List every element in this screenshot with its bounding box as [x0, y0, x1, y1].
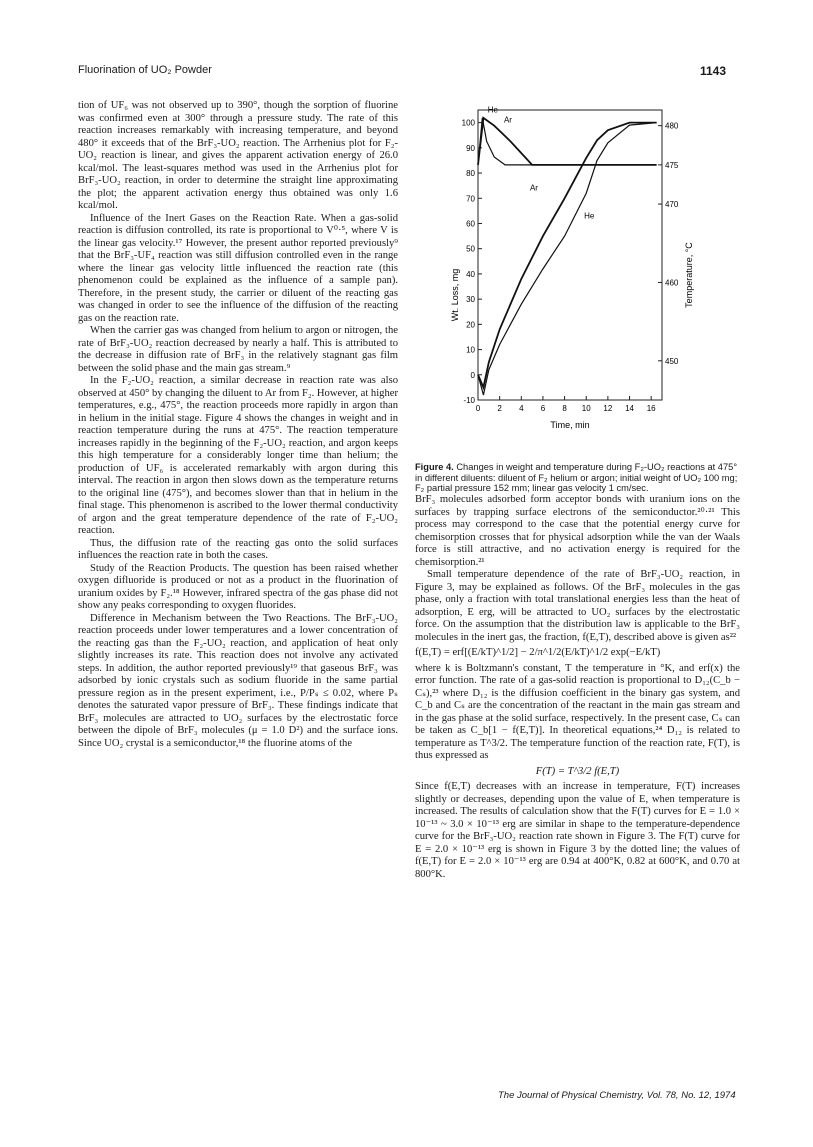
paragraph: Since f(E,T) decreases with an increase in temperature, F(T) increases slightly or decreases, depending upon the value of E, when temperature is increased. The results of calculation show that the F(T) curves for E = 1.0 × 10⁻¹³ ~ 3.0 × 10⁻¹³ erg are similar in shape to the temperature-dependence curve for the BrF₃-UO₂ reaction rate shown in Figure 3. The F(T) curve for E = 2.0 × 10⁻¹³ erg is shown in Figure 3 by the dotted line; the values of f(E,T) for E = 2.0 × 10⁻¹³ erg are 0.94 at 400°K, 0.82 at 600°K, and 0.70 at 800°K. [415, 781, 740, 880]
running-header: Fluorination of UO₂ Powder [78, 64, 212, 76]
equation: F(T) = T^3/2 f(E,T) [535, 765, 620, 777]
x-tick-label: 16 [646, 404, 656, 413]
y-tick-label: 80 [466, 169, 475, 179]
y-tick-label: 90 [466, 143, 475, 153]
y2-tick-label: 470 [665, 200, 679, 210]
x-tick-label: 14 [625, 404, 634, 413]
x-tick-label: 2 [497, 404, 502, 413]
x-tick-label: 8 [562, 404, 567, 413]
figure-caption [415, 462, 740, 494]
paragraph: Small temperature dependence of the rate of BrF₃-UO₂ reaction, in Figure 3, may be explained as follows. Of the BrF₃ molecules in the gas phase, only a fraction with total translational energies less than the heat of adsorption, E erg, will be attracted to UO₂ surfaces by the electrostatic force. On the assumption that the distribution law is applicable to the BrF₃ molecules in the inert gas, the fraction, f(E,T), described above is given as²² [415, 569, 740, 643]
x-tick-label: 4 [519, 404, 524, 413]
y-tick-label: -10 [463, 396, 475, 405]
plot-frame [478, 110, 662, 400]
figure-4-chart [440, 100, 770, 450]
paragraph: where k is Boltzmann's constant, T the temperature in °K, and erf(x) the error function. The rate of a gas-solid reaction is proportional to D₁₂(C_b − Cₛ),²³ where D₁₂ is the diffusion coefficient in the binary gas system, and C_b and Cₛ are the concentration of the reactant in the main gas stream and in the gas phase at the solid surface, respectively. In the present case, Cₛ can be taken as C_b[1 − f(E,T)]. In theoretical equations,²⁴ D₁₂ is related to temperature as T^3/2. The temperature function of the reaction rate, F(T), is thus expressed as [415, 662, 740, 761]
series-annotation: He [584, 211, 595, 221]
equation: f(E,T) = erf[(E/kT)^1/2] − 2/π^1/2(E/kT)^1/2 exp(−E/kT) [415, 647, 661, 658]
caption-label: Figure 4. [415, 462, 454, 472]
y2-axis-label: Temperature, °C [684, 242, 694, 308]
y-tick-label: 60 [466, 219, 475, 229]
x-tick-label: 6 [540, 404, 546, 413]
paragraph: tion of UF₆ was not observed up to 390°, though the sorption of fluorine was confirmed even at 300° through a pressure study. The rate of this reaction increases remarkably with increasing temperature, and beyond 480° it exceeds that of the BrF₃-UO₂ reaction. The Arrhenius plot for F₂-UO₂ reaction is linear, and gives the apparent activation energy of 26.0 kcal/mol. The least-squares method was used in the Arrhenius plot for BrF₃-UO₂ reaction, in order to determine the straight line approximating the plot; the apparent activation energy thus obtained was only 1.6 kcal/mol. [78, 100, 398, 211]
journal-footer: The Journal of Physical Chemistry, Vol. 78, No. 12, 1974 [498, 1090, 736, 1101]
series-annotation: He [487, 105, 498, 115]
x-axis-label: Time, min [550, 420, 590, 430]
y-tick-label: 20 [466, 320, 475, 330]
series-line-ar-weight [478, 123, 657, 388]
y2-tick-label: 460 [665, 278, 679, 288]
y-tick-label: 70 [466, 194, 475, 204]
series-annotation: Ar [503, 115, 512, 125]
series-line-he-weight [478, 123, 657, 395]
y2-tick-label: 475 [665, 160, 679, 170]
page-number: 1143 [700, 64, 727, 78]
y-tick-label: 40 [466, 269, 475, 279]
series-annotation: Ar [529, 183, 538, 193]
paragraph: In the F₂-UO₂ reaction, a similar decrease in reaction rate was also observed at 450° by changing the diluent to Ar from F₂. However, at higher temperatures, e.g., 475°, the reaction proceeds more rapidly in argon than in helium in the initial stage. Figure 4 shows the changes in weight and in reaction temperature during the runs at 475°. The reaction temperature increases rapidly in the beginning of the F₂-UO₂ reaction, and argon keeps this high temperature for a considerably longer time than helium; the production of UF₆ is accelerated remarkably with argon during this interval. The reaction in argon then slows down as the temperature returns to the original line (475°), and becomes slower than that in helium in the final stage. This phenomenon is ascribed to the lower thermal conductivity of argon and the great temperature dependence of the rate of F₂-UO₂ reaction. [78, 375, 398, 536]
x-tick-label: 10 [581, 404, 591, 413]
x-tick-label: 12 [603, 404, 613, 413]
y2-tick-label: 450 [665, 356, 679, 366]
paragraph: Study of the Reaction Products. The question has been raised whether oxygen difluoride is produced or not as a product in the fluorination of uranium oxides by F₂.¹⁸ However, infrared spectra of the gas phase did not show any peaks corresponding to oxygen fluorides. [78, 562, 398, 611]
y-tick-label: 30 [466, 295, 475, 305]
caption-text: Changes in weight and temperature during F₂-UO₂ reactions at 475° in different diluents: diluent of F₂ helium or argon; initial weight of UO₂ 100 mg; F₂ partial pressure 152 mm; linear gas velocity 1 cm/sec. [415, 462, 738, 493]
paragraph: Thus, the diffusion rate of the reacting gas onto the solid surfaces influences the reaction rate in both the cases. [78, 537, 398, 561]
y-tick-label: 100 [461, 118, 475, 128]
y2-tick-label: 480 [665, 121, 679, 131]
y-tick-label: 10 [466, 345, 475, 355]
left-column [78, 100, 398, 750]
y-axis-label: Wt. Loss, mg [450, 268, 460, 322]
paragraph: Influence of the Inert Gases on the Reaction Rate. When a gas-solid reaction is diffusion controlled, its rate is proportional to V⁰·⁵, where V is the linear gas velocity.¹⁷ However, the present author reported previously⁹ that the BrF₃-UF₄ reaction was still diffusion controlled even in the range where the linear gas velocity little influenced the reaction rate (this phenomenon could be explained as the influence of a sample pan). Therefore, in the present study, the carrier or diluent of the reacting gas was changed in order to see the influence of the diffusion of the reacting gas on the reaction rate. [78, 212, 398, 324]
y-tick-label: 50 [466, 244, 475, 254]
paragraph: Difference in Mechanism between the Two Reactions. The BrF₃-UO₂ reaction proceeds under lower temperatures and a lower concentration of the reacting gas than the F₂-UO₂ reaction, and application of heat only slightly increases its rate. This reaction does not involve any activated steps. In addition, the author reported previously¹⁹ that gaseous BrF₃ was adsorbed by ionic crystals such as sodium fluoride in the same partial pressure region as in the present experiment, i.e., P/Pₛ ≤ 0.02, where Pₛ denotes the saturated vapor pressure of BrF₃. These findings indicate that BrF₃ molecules are attracted to UO₂ surfaces by the electrostatic force between the dipole of BrF₃ molecules (μ = 1.0 D²) and the surface ions. Since UO₂ crystal is a semiconductor,¹⁸ the fluorine atoms of the [78, 612, 398, 749]
paragraph: When the carrier gas was changed from helium to argon or nitrogen, the rate of BrF₃-UO₂ reaction decreased by nearly a half. This is attributed to the decrease in diffusion rate of BrF₃ in the relatively stagnant gas film between the solid phase and the main gas stream.⁹ [78, 325, 398, 374]
paragraph: BrF₃ molecules adsorbed form acceptor bonds with uranium ions on the surfaces by trapping surface electrons of the semiconductor.²⁰·²¹ This process may correspond to the case that the potential energy curve for chemisorption crosses that for physical adsorption while the van der Waals force is still attractive, and no activation energy is required for the chemisorption.²¹ [415, 494, 740, 568]
y-tick-label: 0 [470, 370, 475, 380]
right-column [415, 494, 740, 881]
x-tick-label: 0 [475, 404, 481, 413]
